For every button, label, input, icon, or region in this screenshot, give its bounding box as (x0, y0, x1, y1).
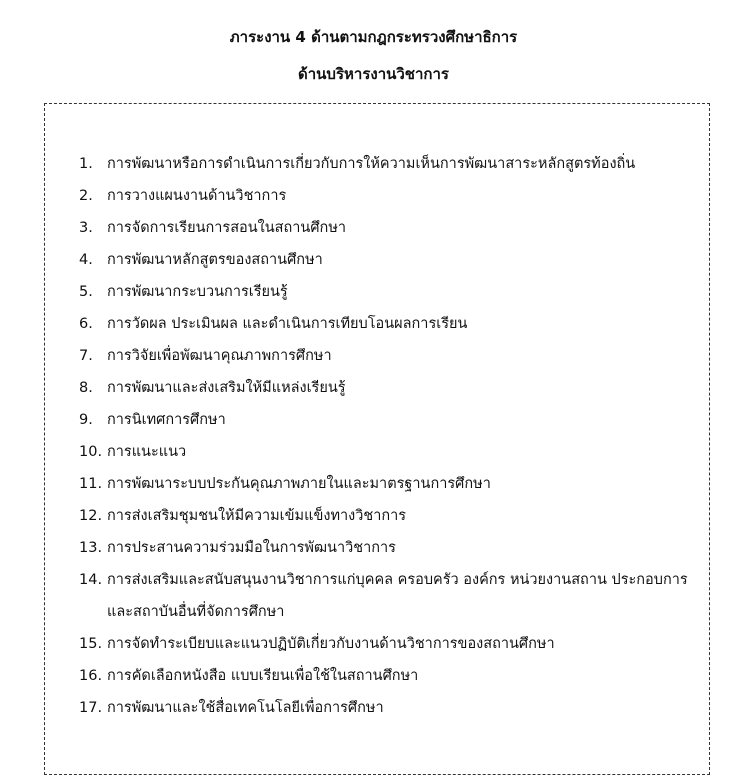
item-text: การพัฒนาและส่งเสริมให้มีแหล่งเรียนรู้ (107, 380, 346, 396)
item-number: 11. (79, 476, 103, 492)
item-number: 6. (79, 316, 93, 332)
item-text: การนิเทศการศึกษา (107, 412, 226, 428)
item-number: 9. (79, 412, 93, 428)
item-number: 5. (79, 284, 93, 300)
list-item (79, 692, 699, 724)
list-item (79, 468, 699, 500)
item-number: 14. (79, 572, 103, 588)
item-number: 2. (79, 188, 93, 204)
item-text: การพัฒนากระบวนการเรียนรู้ (107, 284, 288, 300)
list-item (79, 660, 699, 692)
item-text: การคัดเลือกหนังสือ แบบเรียนเพื่อใช้ในสถานศึกษา (107, 668, 419, 684)
list-item (79, 404, 699, 436)
list-item (79, 372, 699, 404)
item-text: การพัฒนาระบบประกันคุณภาพภายในและมาตรฐานการศึกษา (107, 476, 491, 492)
list-item (79, 244, 699, 276)
item-text: การวิจัยเพื่อพัฒนาคุณภาพการศึกษา (107, 348, 332, 364)
item-text: การจัดทำระเบียบและแนวปฏิบัติเกี่ยวกับงานด้านวิชาการของสถานศึกษา (107, 636, 555, 652)
item-text: การวางแผนงานด้านวิชาการ (107, 188, 287, 204)
list-item (79, 276, 699, 308)
list-item (79, 148, 699, 180)
item-number: 7. (79, 348, 93, 364)
item-number: 1. (79, 156, 93, 172)
item-text: การส่งเสริมและสนับสนุนงานวิชาการแก่บุคคล ครอบครัว องค์กร หน่วยงานสถาน ประกอบการ และสถาบันอื่นที่จัดการศึกษา (107, 572, 688, 620)
item-number: 4. (79, 252, 93, 268)
item-number: 17. (79, 700, 103, 716)
list-item (79, 532, 699, 564)
item-number: 16. (79, 668, 103, 684)
item-text: การแนะแนว (107, 444, 187, 460)
item-number: 12. (79, 508, 103, 524)
list-item (79, 308, 699, 340)
item-number: 10. (79, 444, 103, 460)
list-item (79, 628, 699, 660)
document-subtitle: ด้านบริหารงานวิชาการ (298, 65, 449, 83)
item-text: การประสานความร่วมมือในการพัฒนาวิชาการ (107, 540, 396, 556)
document-title: ภาระงาน 4 ด้านตามกฎกระทรวงศึกษาธิการ (229, 28, 518, 46)
item-number: 3. (79, 220, 93, 236)
list-item (79, 340, 699, 372)
item-number: 13. (79, 540, 103, 556)
list-item (79, 500, 699, 532)
list-item (79, 212, 699, 244)
dashed-content-box (44, 103, 710, 775)
item-text: การวัดผล ประเมินผล และดำเนินการเทียบโอนผลการเรียน (107, 316, 468, 332)
list-item (79, 564, 699, 628)
task-list (79, 148, 699, 724)
list-item (79, 436, 699, 468)
item-text: การจัดการเรียนการสอนในสถานศึกษา (107, 220, 347, 236)
list-item (79, 180, 699, 212)
item-text: การส่งเสริมชุมชนให้มีความเข้มแข็งทางวิชาการ (107, 508, 407, 524)
item-number: 15. (79, 636, 103, 652)
item-text: การพัฒนาและใช้สื่อเทคโนโลยีเพื่อการศึกษา (107, 700, 384, 716)
item-number: 8. (79, 380, 93, 396)
item-text: การพัฒนาหลักสูตรของสถานศึกษา (107, 252, 323, 268)
item-text: การพัฒนาหรือการดำเนินการเกี่ยวกับการให้ความเห็นการพัฒนาสาระหลักสูตรท้องถิ่น (107, 156, 636, 172)
